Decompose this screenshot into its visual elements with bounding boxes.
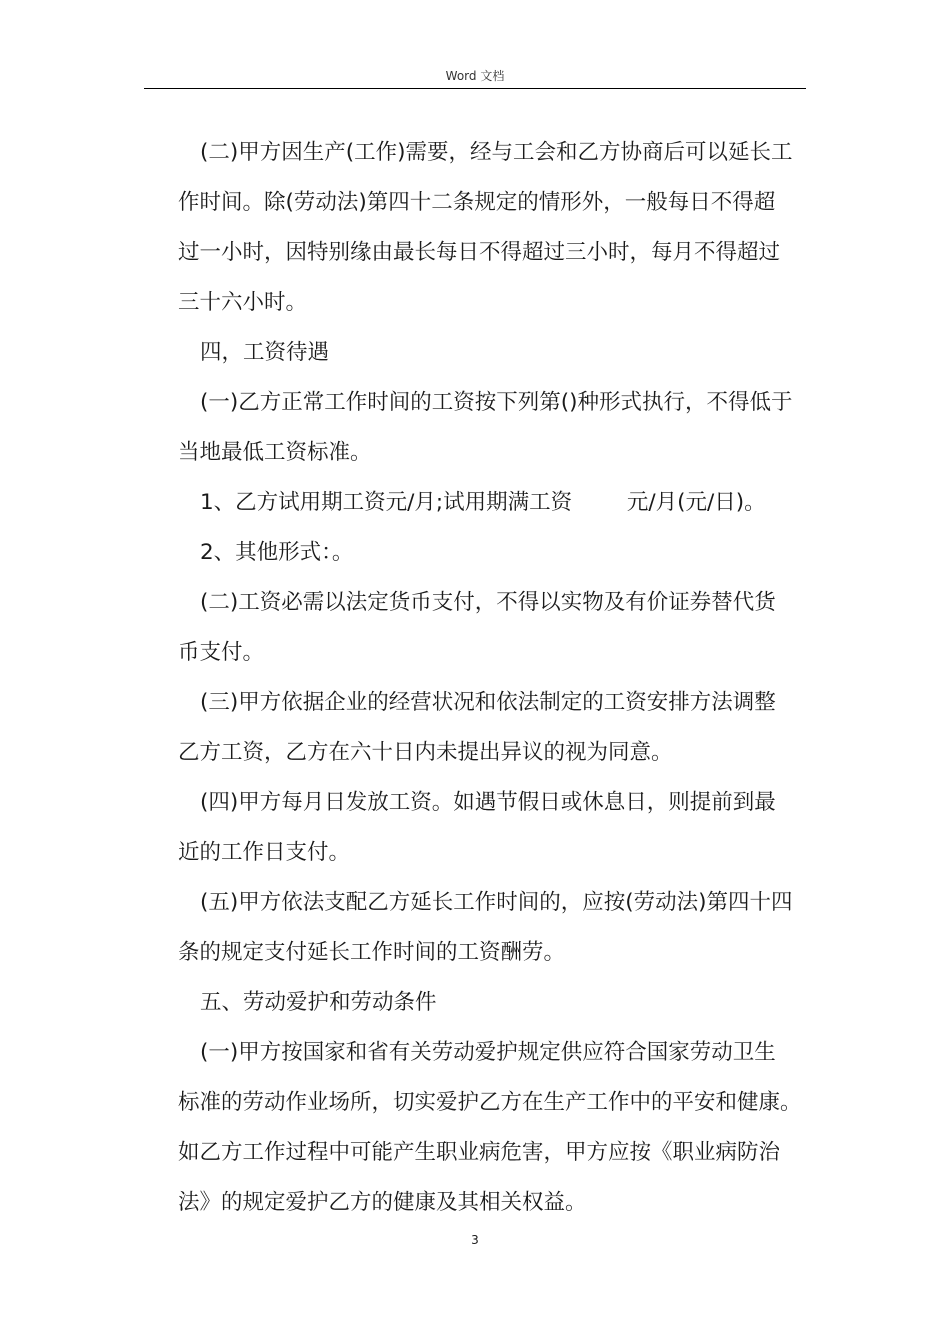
paragraph-line: 近的工作日支付。 <box>178 840 351 865</box>
header-divider <box>144 88 806 89</box>
paragraph-line: 币支付。 <box>178 640 265 665</box>
document-body <box>178 128 812 1228</box>
paragraph-line: 条的规定支付延长工作时间的工资酬劳。 <box>178 940 566 965</box>
paragraph-line: 标准的劳动作业场所，切实爱护乙方在生产工作中的平安和健康。 <box>178 1090 802 1115</box>
paragraph-line: 如乙方工作过程中可能产生职业病危害，甲方应按《职业病防治 <box>178 1140 781 1165</box>
page-header: Word 文档 <box>445 69 505 83</box>
paragraph-line: 2、其他形式：。 <box>200 540 354 565</box>
paragraph-line: 乙方工资，乙方在六十日内未提出异议的视为同意。 <box>178 740 673 765</box>
paragraph-line: (二)工资必需以法定货币支付，不得以实物及有价证券替代货 <box>200 590 776 615</box>
paragraph-line: (四)甲方每月日发放工资。如遇节假日或休息日，则提前到最 <box>200 790 776 815</box>
page-number: 3 <box>471 1233 479 1247</box>
paragraph-line: (二)甲方因生产(工作)需要，经与工会和乙方协商后可以延长工 <box>200 140 793 165</box>
paragraph-line: 法》的规定爱护乙方的健康及其相关权益。 <box>178 1190 587 1215</box>
paragraph-line: (五)甲方依法支配乙方延长工作时间的，应按(劳动法)第四十四 <box>200 890 793 915</box>
paragraph-line: 过一小时，因特别缘由最长每日不得超过三小时，每月不得超过 <box>178 240 781 265</box>
paragraph-line: 三十六小时。 <box>178 290 308 315</box>
paragraph-line: (一)甲方按国家和省有关劳动爱护规定供应符合国家劳动卫生 <box>200 1040 776 1065</box>
section-heading: 五、劳动爱护和劳动条件 <box>200 990 437 1015</box>
paragraph-line: 1、乙方试用期工资元/月;试用期满工资 元/月(元/日)。 <box>200 490 766 515</box>
paragraph-line: 当地最低工资标准。 <box>178 440 372 465</box>
section-heading: 四，工资待遇 <box>200 340 330 365</box>
paragraph-line: 作时间。除(劳动法)第四十二条规定的情形外，一般每日不得超 <box>178 190 776 215</box>
paragraph-line: (三)甲方依据企业的经营状况和依法制定的工资安排方法调整 <box>200 690 776 715</box>
paragraph-line: (一)乙方正常工作时间的工资按下列第()种形式执行，不得低于 <box>200 390 793 415</box>
